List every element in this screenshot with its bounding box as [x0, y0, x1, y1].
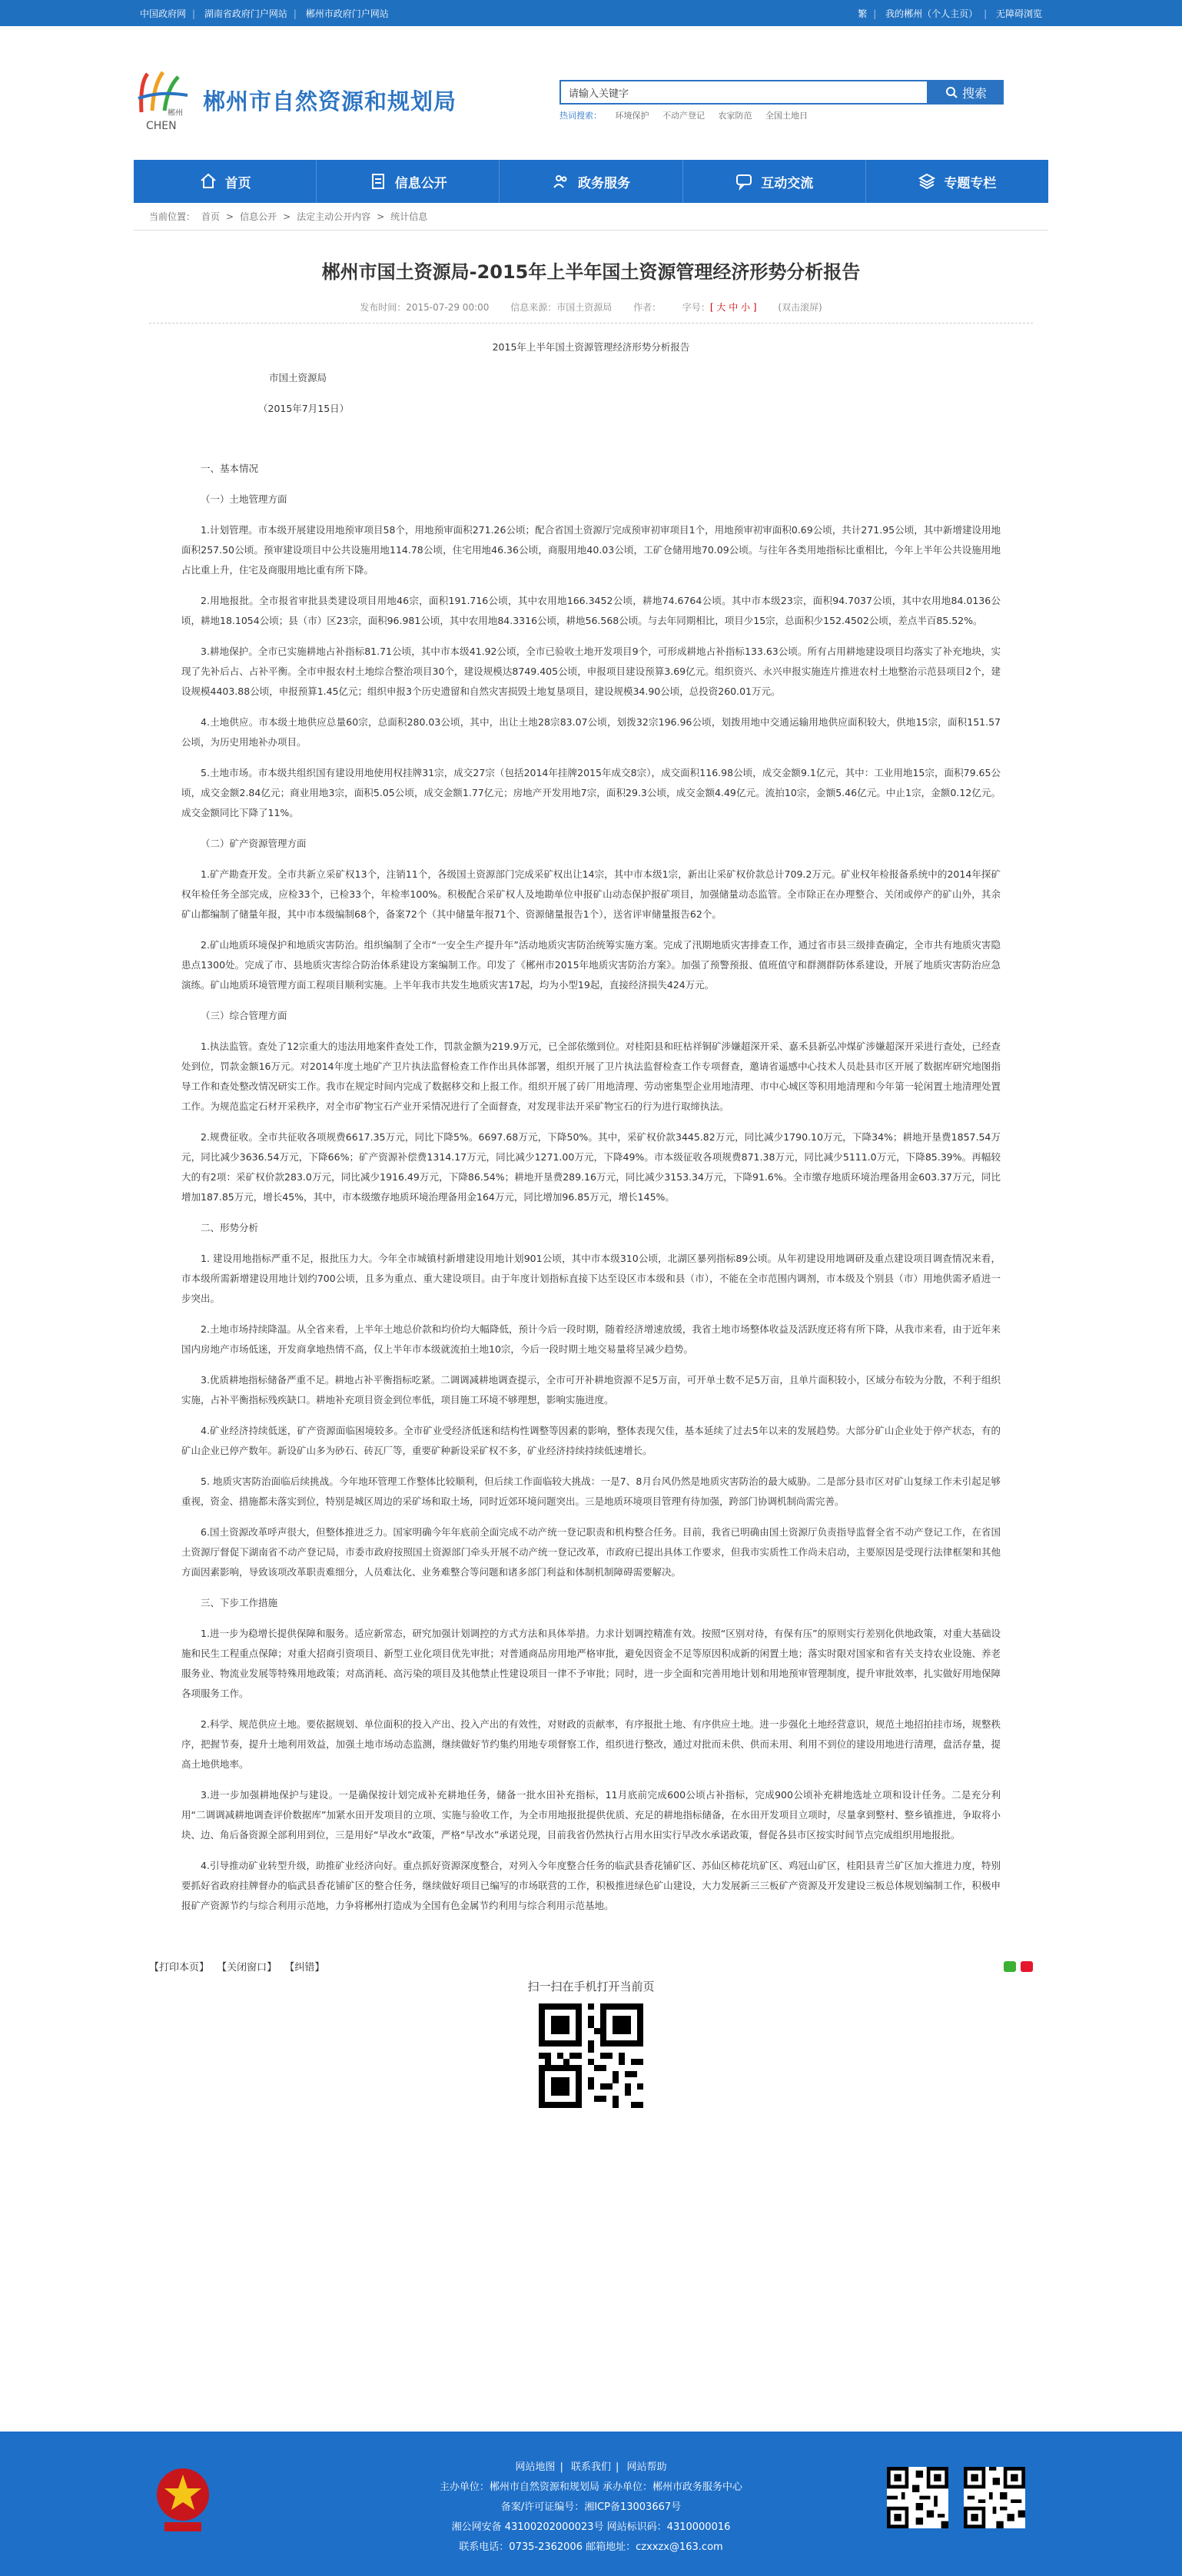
footer-qr-code-1: [887, 2467, 948, 2528]
publish-time: 发布时间：2015-07-29 00:00: [360, 302, 490, 313]
paragraph: 1.执法监管。查处了12宗重大的违法用地案件查处工作，罚款金额为219.9万元，已全部依缴到位。对桂阳县和旺枯祥铜矿涉嫌超深开采、嘉禾县新弘冲煤矿涉嫌超深开采进行查处，已经查处到位，罚款金额16万元。对2014年度土地矿产卫片执法监督检查工作作出具体部署，组织开展了卫片执法监督检查工作专项督查，邀请省遥感中心技术人员赴县市区开展了数据库研究地图指导工作和查处整改情况研实工作。我市在规定时间内完成了数据移交和上报工作。组织开展了砖厂用地清理、劳动密集型企业用地清理、市中心城区等积用地清理和今年第一轮闲置土地清理处置工作。为规范监定石材开采秩序，对全市矿物宝石产业开采情况进行了全面督查，对发现非法开采矿物宝石的行为进行取缔执法。: [181, 1041, 1001, 1112]
article-body: [134, 337, 1048, 1916]
nav-label: 专题专栏: [944, 175, 997, 191]
nav-home[interactable]: [134, 160, 317, 203]
main-content: [134, 203, 1048, 2108]
hot-words: [559, 109, 1004, 121]
search-area: [559, 80, 1004, 121]
article-meta: [149, 300, 1033, 324]
paragraph: 5. 地质灾害防治面临后续挑战。今年地环管理工作整体比较顺利，但后续工作面临较大挑战：一是7、8月台风仍然是地质灾害防治的最大威胁。二是部分县市区对矿山复绿工作未引起足够重视，资金、措施都未落实到位，特别是城区周边的采矿场和取土场，同时近郊环境问题突出。三是地质环境项目管理有待加强，跨部门协调机制尚需完善。: [181, 1476, 1001, 1507]
breadcrumb-sep: >: [226, 211, 234, 222]
chenzhou-logo-icon: [134, 68, 192, 132]
hot-word[interactable]: 环境保护: [615, 111, 649, 121]
link-gov-cn[interactable]: 中国政府网: [140, 8, 187, 19]
topbar-links-left: 中国政府网 | 湖南省政府门户网站 | 郴州市政府门户网站: [140, 8, 389, 19]
share-icons: [1004, 1961, 1033, 1972]
paragraph: 3.进一步加强耕地保护与建设。一是确保按计划完成补充耕地任务，储备一批水田补充指标，11月底前完成600公顷占补指标，完成900公顷补充耕地选址立项和设计任务。二是充分利用“二调调减耕地调查评价数据库”加紧水田开发项目的立项、实施与验收工作，为全市用地报批提供优质、充足的耕地指标储备，在水田开发项目立项时，尽量拿到整村、整乡镇推进，争取将小块、边、角后备资源全部利用到位，三是用好“早改水”政策，严格“早改水”承诺兑现，目前我省仍然执行占用水田实行早改水承诺政策，督促各县市区按实时间节点完成组织用地报批。: [181, 1789, 1001, 1841]
search-input[interactable]: [559, 80, 928, 105]
paragraph: 2.矿山地质环境保护和地质灾害防治。组织编制了全市“一安全生产提升年”活动地质灾害防治统筹实施方案。完成了汛期地质灾害排查工作，通过省市县三级排查确定，全市共有地质灾害隐患点1300处。完成了市、县地质灾害综合防治体系建设方案编制工作。印发了《郴州市2015年地质灾害防治方案》。加强了预警预报、值班值守和群测群防体系建设，开展了地质灾害防治应急演练。矿山地质环境管理方面工程项目顺利实施。上半年我市共发生地质灾害17起，均为小型19起，直接经济损失424万元。: [181, 939, 1001, 991]
nav-label: 互动交流: [761, 175, 814, 191]
nav-interaction[interactable]: [683, 160, 866, 203]
people-icon: [552, 172, 570, 191]
link-accessibility[interactable]: 无障碍浏览: [995, 8, 1042, 19]
breadcrumb-sep: >: [377, 211, 385, 222]
footer-link-contact[interactable]: 联系我们: [570, 2461, 611, 2473]
paragraph: 3.耕地保护。全市已实施耕地占补指标81.71公顷，其中市本级41.92公顷，全市已验收土地开发项目9个，可形成耕地占补指标133.63公顷。所有占用耕地建设项目均落实了补充地块，实现了先补后占、占补平衡。全市申报农村土地综合整治项目30个，建设规模达8749.405公顷，申报项目建设预算3.69亿元。组织资兴、永兴申报实施连片推进农村土地整治示范县项目2个，建设规模4403.88公顷，申报预算1.45亿元；组织申报3个历史遗留和自然灾害损毁土地复垦项目，建设规模34.90公顷，总投资260.01万元。: [181, 646, 1001, 697]
link-chenzhou-gov[interactable]: 郴州市政府门户网站: [305, 8, 389, 19]
section-heading: 一、基本情况: [201, 463, 259, 474]
topbar-links-right: 繁 | 我的郴州（个人主页） | 无障碍浏览: [858, 8, 1042, 19]
paragraph: 2.规费征收。全市共征收各项规费6617.35万元，同比下降5%。6697.68万元，下降50%。其中，采矿权价款3445.82万元，同比减少1790.10万元，下降34%；耕地开垦费1857.54万元，同比减少3636.54万元，下降66%；矿产资源补偿费1314.17万元，同比减少1271.00万元，下降49%。市本级征收各项规费871.38万元，同比减少5111.0万元，下降85.39%。再幅较大的有2项：采矿权价款283.0万元，同比减少1916.49万元，下降86.54%；耕地开垦费289.16万元，同比减少3153.34万元，下降91.6%。全市缴存地质环境治理备用金603.37万元，同比增加187.85万元，增长45%，其中，市本级缴存地质环境治理备用金164万元，同比增加96.85万元，增长145%。: [181, 1131, 1001, 1203]
hot-word[interactable]: 不动产登记: [662, 111, 705, 121]
qr-title: 扫一扫在手机打开当前页: [527, 1980, 655, 1993]
author: 作者：: [633, 302, 662, 313]
paragraph: 3.优质耕地指标储备严重不足。耕地占补平衡指标吃紧。二调调减耕地调查提示，全市可开补耕地资源不足5万亩，可开单土数不足5万亩，且单片面积较小，区域分布较为分散，不利于组织实施，占补平衡指标残疾缺口。耕地补充项目资金到位率低，项目施工环境不够理想，影响实施进度。: [181, 1374, 1001, 1406]
subsection-heading: （二）矿产资源管理方面: [201, 838, 307, 849]
hot-word[interactable]: 农家防范: [718, 111, 752, 121]
nav-label: 政务服务: [578, 175, 630, 191]
paragraph: 6.国土资源改革呼声很大，但整体推进乏力。国家明确今年年底前全面完成不动产统一登记职责和机构整合任务。目前，我省已明确由国土资源厅负责指导监督全省不动产登记工作，在省国土资源厅督促下湖南省不动产登记局，市委市政府按照国土资源部门牵头开展不动产统一登记改革，市政府已提出具体工作要求，但我市实质性工作尚未启动，主要原因是受现行法律框架和其他方面因素影响，导致该项改革职责难细分，人员难汰化、业务难整合等问题和诸多部门利益和体制机制障碍需要解决。: [181, 1526, 1001, 1578]
paragraph: 5.土地市场。市本级共组织国有建设用地使用权挂牌31宗，成交27宗（包括2014年挂牌2015年成交8宗），成交面积116.98公顷，成交金额9.1亿元，其中：工业用地15宗，面积79.65公顷，成交金额2.84亿元；商业用地3宗，面积5.05公顷，成交金额1.77亿元；房地产开发用地7宗，面积29.3公顷，成交金额4.49亿元。流拍10宗，金额5.46亿元。中止1宗，金额0.12亿元。成交金额同比下降了11%。: [181, 767, 1001, 818]
article-subtitle: 2015年上半年国土资源管理经济形势分析报告: [492, 341, 690, 353]
breadcrumb-prefix: 当前位置：: [149, 211, 196, 222]
paragraph: 1.进一步为稳增长提供保障和服务。适应新常态，研究加强计划调控的方式方法和具体举措。力求计划调控精准有效。按照“区别对待，有保有压”的原则实行差别化供地政策，对重大基础设施和民生工程重点保障；对重大招商引资项目、新型工业化项目优先审批；对普通商品房用地严格审批，避免因资金不足等原因积成新的闲置土地；落实时限对国家和省有关支持农业设施、养老服务业、物流业发展等特殊用地政策；对高消耗、高污染的项目及其他禁止性建设项目一律不予审批；同时，进一步全面和完善用地计划和用地预审管理制度，提升审批效率，扎实做好用地保障各项服务工作。: [181, 1628, 1001, 1699]
article-date: （2015年7月15日）: [258, 403, 350, 414]
hot-word[interactable]: 全国土地日: [765, 111, 808, 121]
search-button[interactable]: [928, 80, 1004, 105]
nav-label: 首页: [224, 175, 251, 191]
site-logo[interactable]: [134, 68, 457, 132]
svg-text:CHEN: CHEN: [146, 120, 177, 132]
site-footer: [0, 2432, 1182, 2576]
top-bar: [0, 0, 1182, 26]
home-icon: [199, 172, 217, 191]
paragraph: 2.土地市场持续降温。从全省来看，上半年土地总价款和均价均大幅降低，预计今后一段时期，随着经济增速放缓，我省土地市场整体收益及活跃度还将有所下降，从我市来看，由于近年来国内房地产市场低迷，开发商拿地热情不高，仅上半年市本级就流拍土地10宗，今后一段时期土地交易量将呈减少趋势。: [181, 1323, 1001, 1355]
report-error-button[interactable]: 【纠错】: [284, 1962, 325, 1973]
footer-qr-code-2: [964, 2467, 1025, 2528]
link-hunan-gov[interactable]: 湖南省政府门户网站: [204, 8, 287, 19]
footer-links: 网站地图 | 联系我们 | 网站帮助: [515, 2461, 667, 2473]
paragraph: 4.矿业经济持续低迷，矿产资源面临困境较多。全市矿业受经济低迷和结构性调整等因素的影响，整体表现欠佳，基本延续了过去5年以来的发展趋势。大部分矿山企业处于停产状态，有的矿山企业已停产数年。新设矿山多为砂石、砖瓦厂等，重要矿种新设采矿权不多，矿业经济持续持续低速增长。: [181, 1425, 1001, 1456]
footer-contact: 联系电话：0735-2362006 邮箱地址：czxxzx@163.com: [459, 2541, 723, 2553]
breadcrumb-home[interactable]: 首页: [201, 211, 221, 222]
layers-icon: [918, 172, 936, 191]
breadcrumb-sep: >: [283, 211, 291, 222]
site-header: [0, 26, 1182, 160]
print-button[interactable]: 【打印本页】: [149, 1962, 210, 1973]
nav-gov-service[interactable]: [500, 160, 682, 203]
chat-icon: [735, 172, 753, 191]
article-tools: [134, 1959, 1048, 1973]
article-title: 郴州市国土资源局-2015年上半年国土资源管理经济形势分析报告: [321, 261, 861, 283]
main-nav: [134, 160, 1048, 203]
paragraph: 2.用地报批。全市报省审批县类建设项目用地46宗，面积191.716公顷，其中农用地166.3452公顷，耕地74.6764公顷。其中市本级23宗，面积94.7037公顷，其中农用地84.0136公顷，耕地18.1054公顷；县（市）区23宗，面积96.981公顷，其中农用地84.3316公顷，耕地56.568公顷。与去年同期相比，项目少15宗，总面积少152.4502公顷，差点半百85.52%。: [181, 595, 1001, 626]
footer-link-sitemap[interactable]: 网站地图: [515, 2461, 556, 2473]
site-title: 郴州市自然资源和规划局: [203, 88, 457, 115]
breadcrumb-legal-disclosure[interactable]: 法定主动公开内容: [297, 211, 371, 222]
page-qr-code: [539, 2003, 643, 2108]
paragraph: 1. 建设用地指标严重不足，报批压力大。今年全市城镇村新增建设用地计划901公顷，其中市本级310公顷，北湖区暴列指标89公顷。从年初建设用地调研及重点建设项目调查情况来看，市本级所需新增建设用地计划约700公顷，且多为重点、重大建设项目。由于年度计划指标直接下达至设区市本级和县（市），不能在全市范围内调剂，市本级及个别县（市）用地供需矛盾进一步突出。: [181, 1253, 1001, 1304]
close-window-button[interactable]: 【关闭窗口】: [217, 1962, 277, 1973]
footer-icp[interactable]: 备案/许可证编号：湘ICP备13003667号: [500, 2501, 682, 2513]
nav-label: 信息公开: [394, 175, 447, 191]
footer-link-help[interactable]: 网站帮助: [626, 2461, 667, 2473]
qr-area: [134, 1978, 1048, 2108]
hot-words-label: 热词搜索：: [559, 111, 602, 121]
nav-info-public[interactable]: [317, 160, 500, 203]
link-my-chenzhou[interactable]: 我的郴州（个人主页）: [885, 8, 978, 19]
subsection-heading: （三）综合管理方面: [201, 1010, 287, 1021]
search-button-label: 搜索: [961, 85, 987, 101]
font-size-label: 字号：[ 大 中 小 ]: [682, 302, 757, 313]
svg-text:郴州: 郴州: [168, 109, 183, 118]
nav-special-topics[interactable]: [866, 160, 1048, 203]
paragraph: 2.科学、规范供应土地。要依据规划、单位面积的投入产出、投入产出的有效性，对财政的贡献率，有序报批土地、有序供应土地。进一步强化土地经营意识，规范土地招拍挂市场，规整秩序，把握节奏，提升土地利用效益，加强土地市场动态监测，继续做好节约集约用地专项督察工作，组织进行整改，通过对批而未供、供而未用、利用不到位的建设用地进行清理，盘活存量，提高土地供地率。: [181, 1718, 1001, 1770]
paragraph: 1.计划管理。市本级开展建设用地预审项目58个，用地预审面积271.26公顷；配合省国土资源厅完成预审初审项目1个，用地预审初审面积0.69公顷，共计271.95公顷，其中新增建设用地面积257.50公顷。预审建设项目中公共设施用地114.78公顷，住宅用地46.36公顷，商服用地40.03公顷，工矿仓储用地70.09公顷。与往年各类用地指标比重相比，今年上半年公共设施用地占比重上升，住宅及商服用地比重有所下降。: [181, 524, 1001, 576]
link-traditional[interactable]: 繁: [858, 8, 868, 19]
breadcrumb-info-public[interactable]: 信息公开: [240, 211, 277, 222]
paragraph: 4.土地供应。市本级土地供应总量60宗，总面积280.03公顷，其中，出让土地28宗83.07公顷，划拨32宗196.96公顷，划拨用地中交通运输用地供应面积较大，供地15宗，面积151.57公顷，为历史用地补办项目。: [181, 716, 1001, 748]
subsection-heading: （一）土地管理方面: [201, 493, 287, 505]
section-heading: 三、下步工作措施: [201, 1597, 278, 1608]
footer-police-record[interactable]: 湘公网安备 43100202000023号 网站标识码：4310000016: [451, 2521, 731, 2533]
weibo-share-icon[interactable]: [1021, 1961, 1033, 1972]
paragraph: 4.引导推动矿业转型升级，助推矿业经济向好。重点抓好资源深度整合，对列入今年度整合任务的临武县香花铺矿区、苏仙区柿花坑矿区、鸡冠山矿区，桂阳县青兰矿区加大推进力度，特别要抓好省政府挂牌督办的临武县香花铺矿区的整合任务，继续做好项目已编写的市场联营的工作，积极推进绿色矿山建设，大力发展新三三板矿产资源及开发建设三板总体规划编制工作，积极申报矿产资源节约与综合利用示范地，力争将郴州打造成为全国有色金属节约利用与综合利用示范基地。: [181, 1860, 1001, 1911]
breadcrumb-statistics[interactable]: 统计信息: [390, 211, 428, 222]
font-size-switch[interactable]: [ 大 中 小 ]: [709, 302, 757, 313]
info-source: 信息来源：市国土资源局: [510, 302, 613, 313]
wechat-share-icon[interactable]: [1004, 1961, 1016, 1972]
paragraph: 1.矿产勘查开发。全市共新立采矿权13个，注销11个，各级国土资源部门完成采矿权出让14宗，其中市本级1宗，新出让采矿权价款总计709.2万元。矿业权年检报备系统中的2014年探矿权年检任务全部完成，应检33个，已检33个，年检率100%。积极配合采矿权人及地勘单位申报矿山动态保护报矿项目，加强储量动态监管。全市除正在办理整合、关闭或停产的矿山外，其余矿山都编制了储量年报，其中市本级编制68个，备案72个（其中储量年报71个、资源储量报告1个），送省评审储量报告62个。: [181, 868, 1001, 920]
footer-sponsor: 主办单位：郴州市自然资源和规划局 承办单位：郴州市政务服务中心: [439, 2481, 743, 2493]
article-org: 市国土资源局: [269, 372, 327, 383]
search-icon: [945, 86, 958, 98]
dblclick-scroll: (双击滚屏): [778, 302, 822, 313]
document-icon: [369, 172, 387, 191]
breadcrumb: [134, 203, 1048, 231]
section-heading: 二、形势分析: [201, 1222, 259, 1233]
